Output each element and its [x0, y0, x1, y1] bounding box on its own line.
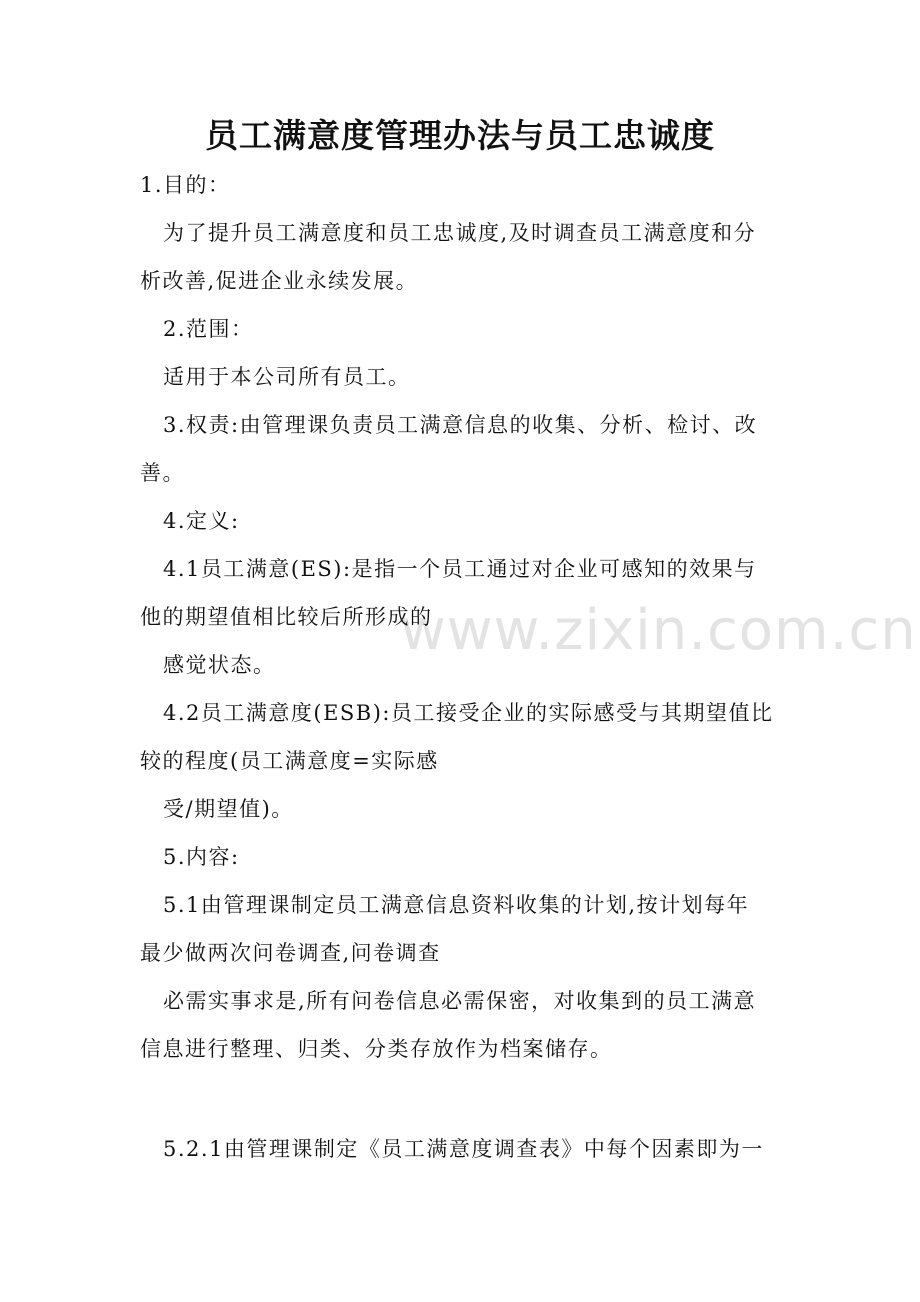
paragraph-line: 信息进行整理、归类、分类存放作为档案储存。: [140, 1037, 613, 1061]
document-title: 员工满意度管理办法与员工忠诚度: [205, 116, 715, 155]
section-heading-responsibility: 3.权责:由管理课负责员工满意信息的收集、分析、检讨、改: [163, 413, 758, 437]
paragraph-line: 为了提升员工满意度和员工忠诚度,及时调查员工满意度和分: [163, 221, 757, 245]
paragraph-line: 最少做两次问卷调查,问卷调查: [140, 941, 441, 965]
paragraph-line: 5.1由管理课制定员工满意信息资料收集的计划,按计划每年: [163, 893, 750, 917]
paragraph-line: 适用于本公司所有员工。: [163, 365, 411, 389]
section-heading-definition: 4.定义:: [163, 509, 240, 533]
paragraph-line: 他的期望值相比较后所形成的: [140, 605, 433, 629]
paragraph-line: 感觉状态。: [163, 653, 276, 677]
paragraph-line: 较的程度(员工满意度=实际感: [140, 749, 439, 773]
section-heading-scope: 2.范围：: [163, 317, 254, 341]
section-heading-content: 5.内容:: [163, 845, 240, 869]
paragraph-line: 5.2.1由管理课制定《员工满意度调查表》中每个因素即为一: [163, 1137, 764, 1161]
paragraph-line: 必需实事求是,所有问卷信息必需保密，对收集到的员工满意: [163, 989, 757, 1013]
paragraph-line: 善。: [140, 461, 185, 485]
section-heading-purpose: 1.目的：: [140, 173, 231, 197]
watermark: www.zixin.com.cn: [400, 598, 917, 663]
paragraph-line: 4.2员工满意度(ESB):员工接受企业的实际感受与其期望值比: [163, 701, 774, 725]
paragraph-line: 受/期望值)。: [163, 797, 294, 821]
paragraph-line: 4.1员工满意(ES):是指一个员工通过对企业可感知的效果与: [163, 557, 757, 581]
paragraph-line: 析改善,促进企业永续发展。: [140, 269, 419, 293]
